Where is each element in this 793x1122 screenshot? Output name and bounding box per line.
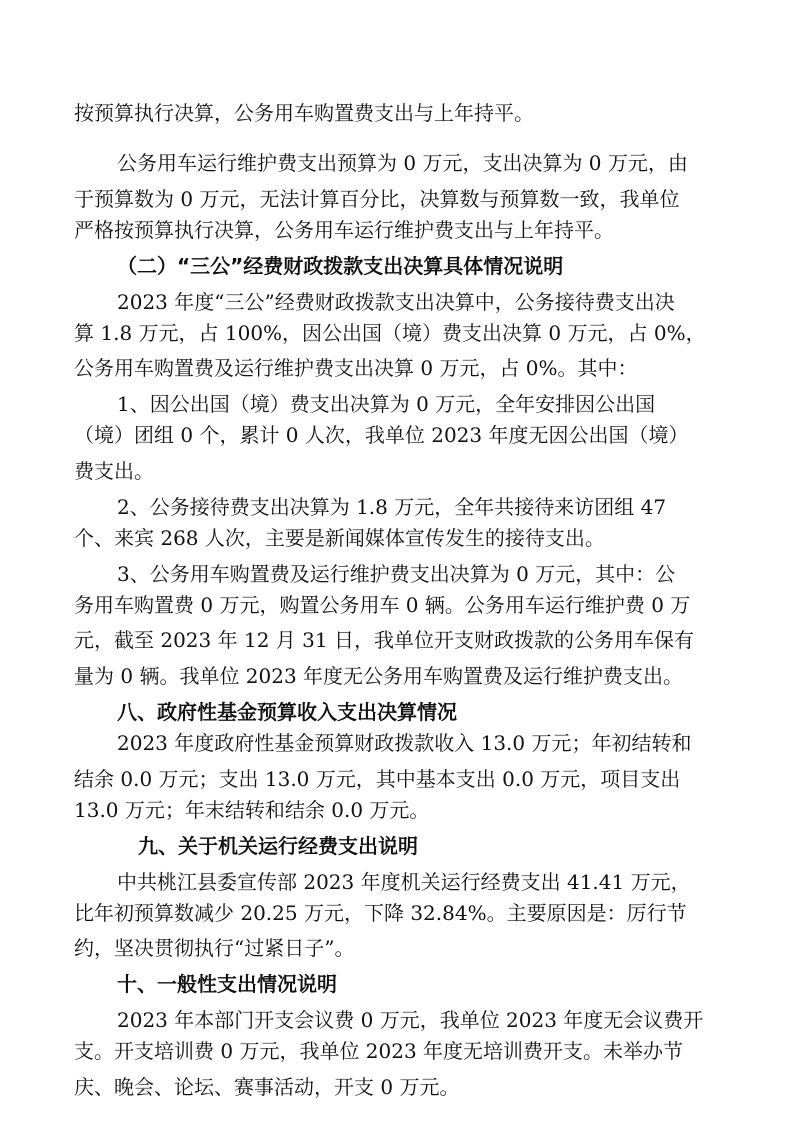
paragraph-line: 于预算数为 0 万元，无法计算百分比，决算数与预算数一致，我单位 — [74, 187, 680, 211]
paragraph-line: 严格按预算执行决算，公务用车运行维护费支出与上年持平。 — [74, 218, 614, 242]
paragraph-line: 13.0 万元；年末结转和结余 0.0 万元。 — [74, 798, 430, 822]
paragraph-line: 按预算执行决算，公务用车购置费支出与上年持平。 — [74, 101, 534, 125]
paragraph-line: 算 1.8 万元，占 100%，因公出国（境）费支出决算 0 万元，占 0%， — [74, 321, 706, 345]
paragraph-line: 支。开支培训费 0 万元，我单位 2023 年度无培训费开支。未举办节 — [74, 1039, 684, 1063]
paragraph-line: 中共桃江县委宣传部 2023 年度机关运行经费支出 41.41 万元， — [117, 870, 691, 894]
paragraph-line: 个、来宾 268 人次，主要是新闻媒体宣传发生的接待支出。 — [74, 526, 605, 550]
paragraph-line: 2、公务接待费支出决算为 1.8 万元，全年共接待来访团组 47 — [117, 495, 667, 519]
section-heading: 十、一般性支出情况说明 — [117, 972, 337, 996]
paragraph-line: 结余 0.0 万元；支出 13.0 万元，其中基本支出 0.0 万元，项目支出 — [74, 767, 681, 791]
paragraph-line: 务用车购置费 0 万元，购置公务用车 0 辆。公务用车运行维护费 0 万 — [74, 593, 691, 617]
paragraph-line: 庆、晚会、论坛、赛事活动，开支 0 万元。 — [74, 1075, 460, 1099]
paragraph-line: 量为 0 辆。我单位 2023 年度无公务用车购置费及运行维护费支出。 — [74, 664, 684, 688]
section-heading: 九、关于机关运行经费支出说明 — [138, 834, 418, 858]
paragraph-line: 3、公务用车购置费及运行维护费支出决算为 0 万元，其中：公 — [117, 562, 676, 586]
paragraph-line: 2023 年度“三公”经费财政拨款支出决算中，公务接待费支出决 — [117, 290, 675, 314]
paragraph-line: 公务用车购置费及运行维护费支出决算 0 万元，占 0%。其中： — [74, 356, 638, 380]
paragraph-line: （境）团组 0 个，累计 0 人次，我单位 2023 年度无因公出国（境） — [74, 423, 689, 447]
paragraph-line: 费支出。 — [74, 459, 154, 483]
paragraph-line: 元，截至 2023 年 12 月 31 日，我单位开支财政拨款的公务用车保有 — [74, 628, 694, 652]
section-heading: 八、政府性基金预算收入支出决算情况 — [117, 700, 457, 724]
paragraph-line: 1、因公出国（境）费支出决算为 0 万元，全年安排因公出国 — [117, 392, 656, 416]
paragraph-line: 2023 年度政府性基金预算财政拨款收入 13.0 万元；年初结转和 — [117, 731, 692, 755]
paragraph-line: 2023 年本部门开支会议费 0 万元，我单位 2023 年度无会议费开 — [117, 1008, 704, 1032]
paragraph-line: 约，坚决贯彻执行“过紧日子”。 — [74, 936, 355, 960]
paragraph-line: 公务用车运行维护费支出预算为 0 万元，支出决算为 0 万元，由 — [117, 151, 688, 175]
paragraph-line: 比年初预算数减少 20.25 万元，下降 32.84%。主要原因是：厉行节 — [74, 901, 687, 925]
section-heading: （二）“三公”经费财政拨款支出决算具体情况说明 — [117, 254, 564, 278]
